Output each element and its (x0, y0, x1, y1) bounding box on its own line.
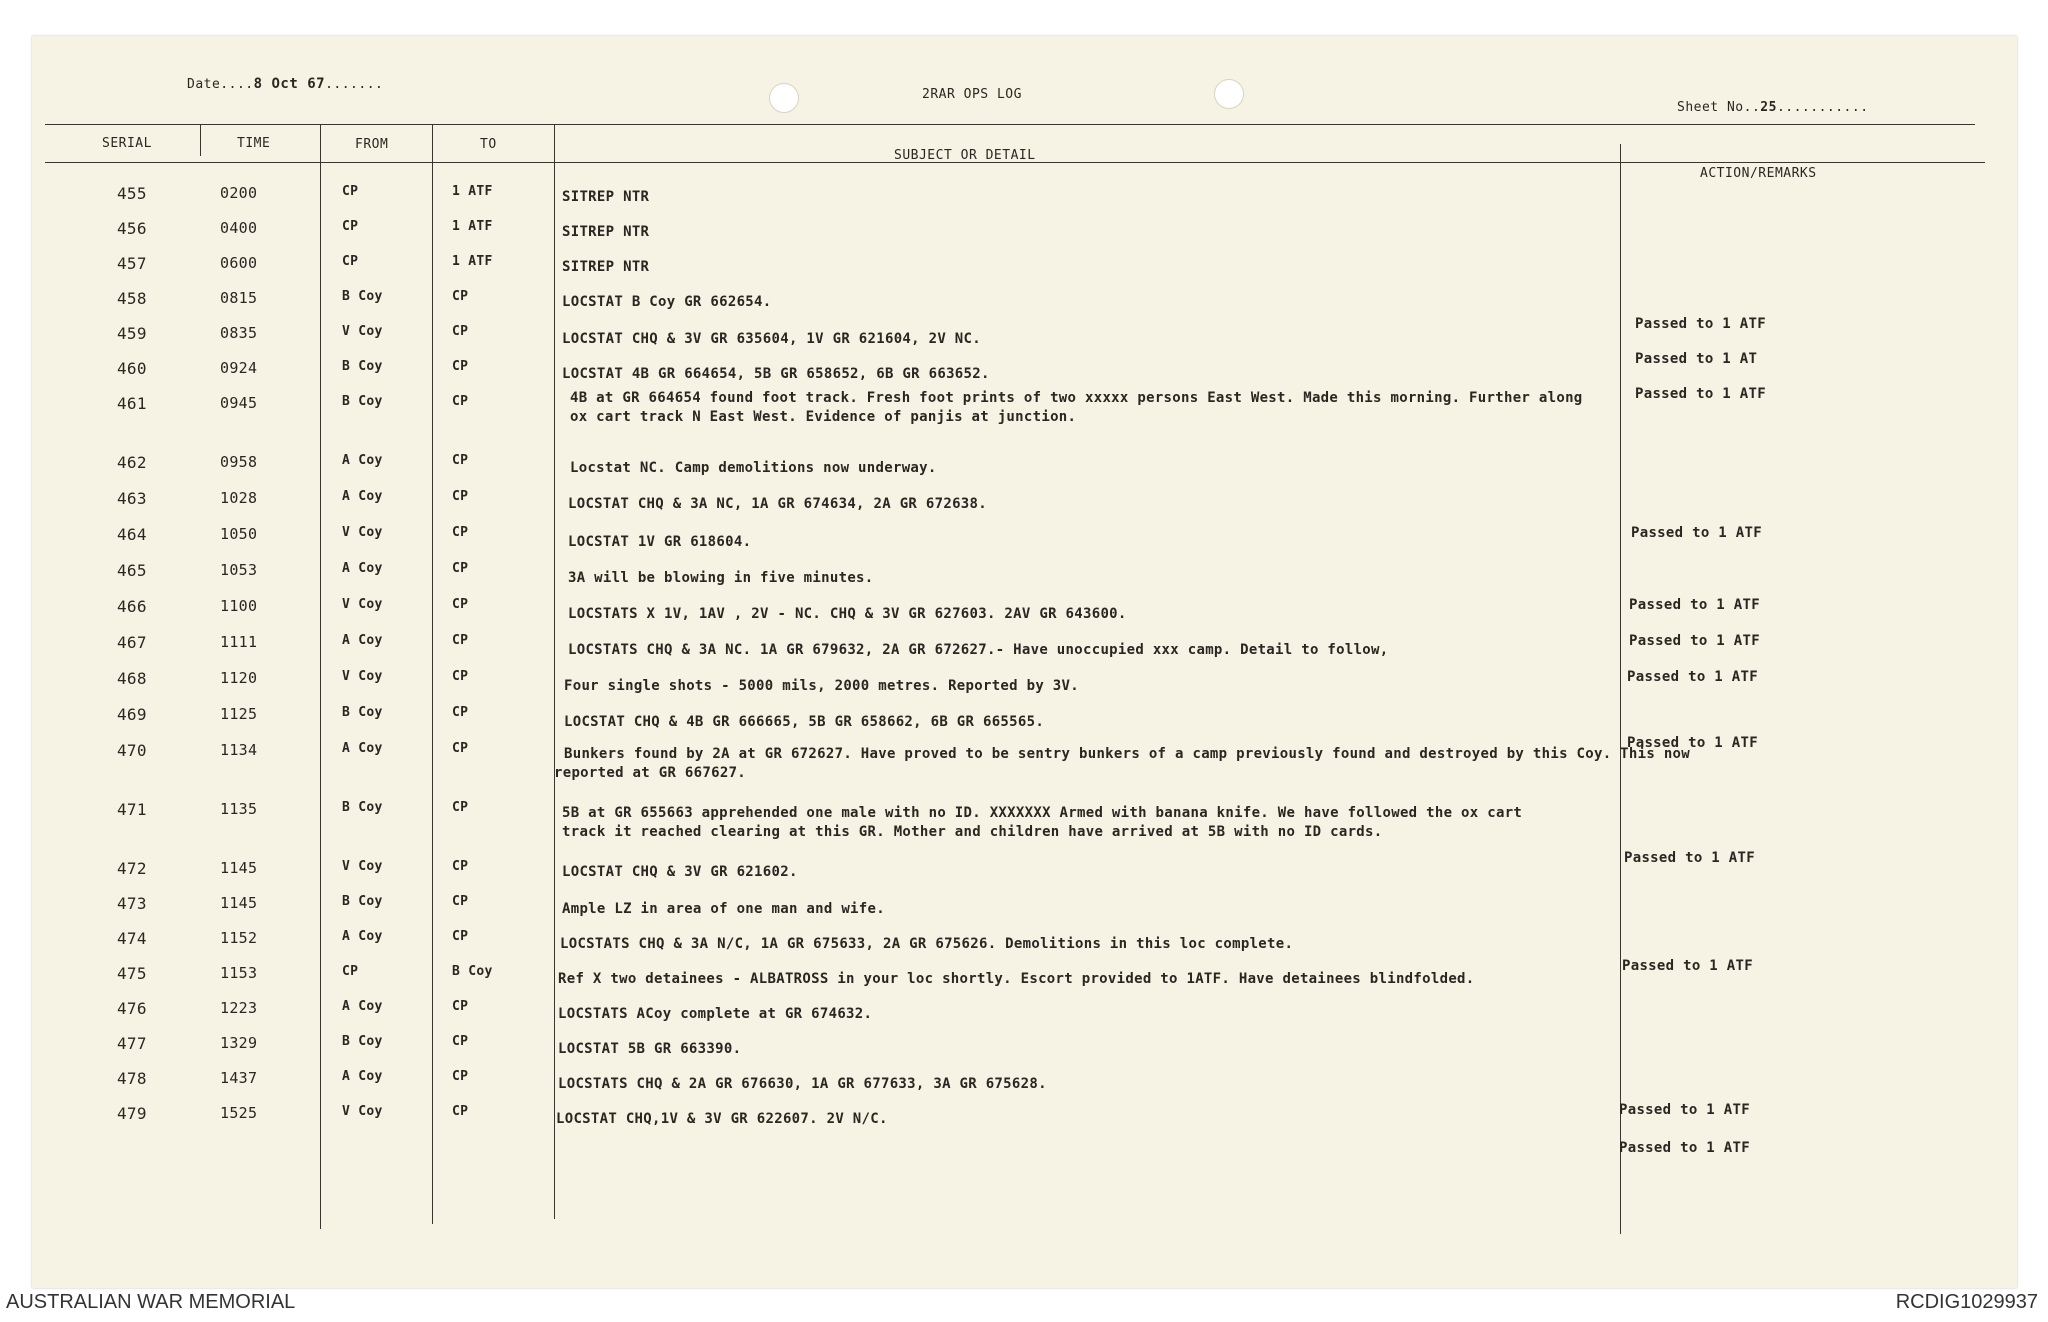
from-cell: V Coy (342, 597, 383, 612)
table-row (32, 999, 2017, 1033)
from-cell: CP (342, 964, 359, 979)
time-cell: 0835 (220, 324, 258, 342)
punch-hole-right (1214, 79, 1244, 109)
serial-cell: 457 (117, 254, 147, 273)
to-cell: CP (452, 525, 469, 540)
serial-cell: 461 (117, 394, 147, 413)
time-cell: 1100 (220, 597, 258, 615)
serial-cell: 477 (117, 1034, 147, 1053)
table-row (32, 254, 2017, 288)
time-cell: 0958 (220, 453, 258, 471)
table-row (32, 489, 2017, 523)
action-cell: Passed to 1 ATF (1627, 735, 1758, 751)
from-cell: V Coy (342, 1104, 383, 1119)
action-cell: Passed to 1 ATF (1635, 386, 1766, 402)
serial-cell: 465 (117, 561, 147, 580)
detail-cell: LOCSTAT CHQ & 3A NC, 1A GR 674634, 2A GR 672638. (568, 496, 987, 512)
time-cell: 1223 (220, 999, 258, 1017)
time-cell: 1125 (220, 705, 258, 723)
table-row (32, 184, 2017, 218)
serial-cell: 459 (117, 324, 147, 343)
time-cell: 1111 (220, 633, 258, 651)
date-field (187, 76, 383, 92)
detail-cell (570, 389, 1583, 427)
from-cell: B Coy (342, 705, 383, 720)
serial-cell: 474 (117, 929, 147, 948)
detail-cell: LOCSTAT B Coy GR 662654. (562, 294, 772, 310)
time-cell: 1152 (220, 929, 258, 947)
serial-cell: 469 (117, 705, 147, 724)
table-row (32, 453, 2017, 487)
time-cell: 1525 (220, 1104, 258, 1122)
from-cell: CP (342, 184, 359, 199)
time-cell: 1437 (220, 1069, 258, 1087)
table-row (32, 597, 2017, 631)
to-cell: CP (452, 289, 469, 304)
to-cell: CP (452, 633, 469, 648)
to-cell: CP (452, 741, 469, 756)
to-cell: CP (452, 859, 469, 874)
to-cell: CP (452, 800, 469, 815)
time-cell: 0400 (220, 219, 258, 237)
to-cell: CP (452, 669, 469, 684)
date-dots: ....... (325, 77, 384, 92)
from-cell: A Coy (342, 1069, 383, 1084)
table-row (32, 1069, 2017, 1103)
action-cell: Passed to 1 ATF (1631, 525, 1762, 541)
table-row (32, 669, 2017, 703)
detail-cell: LOCSTAT CHQ & 3V GR 635604, 1V GR 621604, 2V NC. (562, 331, 981, 347)
time-cell: 1050 (220, 525, 258, 543)
detail-line-1: 5B at GR 655663 apprehended one male with no ID. XXXXXXX Armed with banana knife. We have followed the ox cart (562, 805, 1523, 821)
detail-cell: Four single shots - 5000 mils, 2000 metres. Reported by 3V. (564, 678, 1079, 694)
table-row (32, 386, 2017, 428)
sheet-dots: ........... (1776, 100, 1869, 115)
serial-cell: 464 (117, 525, 147, 544)
action-cell: Passed to 1 ATF (1629, 633, 1760, 649)
action-cell: Passed to 1 AT (1635, 351, 1758, 367)
to-cell: CP (452, 929, 469, 944)
detail-cell: LOCSTATS X 1V, 1AV , 2V - NC. CHQ & 3V GR 627603. 2AV GR 643600. (568, 606, 1127, 622)
detail-cell: Ref X two detainees - ALBATROSS in your loc shortly. Escort provided to 1ATF. Have detainees blindfolded. (558, 971, 1475, 987)
serial-cell: 476 (117, 999, 147, 1018)
sheet-label: Sheet No.. (1677, 100, 1761, 115)
to-cell: CP (452, 597, 469, 612)
table-row (32, 894, 2017, 928)
col-header-from: FROM (355, 137, 389, 152)
from-cell: V Coy (342, 669, 383, 684)
serial-cell: 468 (117, 669, 147, 688)
detail-cell: LOCSTAT 5B GR 663390. (558, 1041, 742, 1057)
detail-cell: LOCSTATS CHQ & 2A GR 676630, 1A GR 677633, 3A GR 675628. (558, 1076, 1047, 1092)
to-cell: CP (452, 453, 469, 468)
to-cell: 1 ATF (452, 219, 493, 234)
date-value: 8 Oct 67 (253, 76, 326, 92)
detail-cell: LOCSTATS CHQ & 3A N/C, 1A GR 675633, 2A GR 675626. Demolitions in this loc complete. (560, 936, 1294, 952)
serial-cell: 466 (117, 597, 147, 616)
from-cell: B Coy (342, 800, 383, 815)
to-cell: 1 ATF (452, 254, 493, 269)
serial-cell: 462 (117, 453, 147, 472)
time-cell: 1329 (220, 1034, 258, 1052)
to-cell: CP (452, 1069, 469, 1084)
serial-cell: 456 (117, 219, 147, 238)
detail-cell (554, 745, 1690, 783)
table-row (32, 735, 2017, 781)
from-cell: CP (342, 219, 359, 234)
table-row (32, 1104, 2017, 1138)
detail-cell: 3A will be blowing in five minutes. (568, 570, 874, 586)
serial-cell: 455 (117, 184, 147, 203)
serial-cell: 467 (117, 633, 147, 652)
from-cell: CP (342, 254, 359, 269)
from-cell: V Coy (342, 324, 383, 339)
from-cell: B Coy (342, 394, 383, 409)
to-cell: CP (452, 394, 469, 409)
detail-cell: LOCSTATS ACoy complete at GR 674632. (558, 1006, 873, 1022)
time-cell: 1028 (220, 489, 258, 507)
action-cell: Passed to 1 ATF (1635, 316, 1766, 332)
serial-cell: 460 (117, 359, 147, 378)
from-cell: A Coy (342, 561, 383, 576)
to-cell: CP (452, 489, 469, 504)
table-row (32, 1140, 2017, 1174)
sheet-value: 25 (1760, 100, 1777, 115)
detail-line-2: ox cart track N East West. Evidence of panjis at junction. (570, 409, 1077, 425)
serial-cell: 470 (117, 741, 147, 760)
from-cell: A Coy (342, 929, 383, 944)
time-cell: 1134 (220, 741, 258, 759)
detail-line-1: Bunkers found by 2A at GR 672627. Have proved to be sentry bunkers of a camp previously found and destroyed by this Coy. This now (564, 746, 1691, 762)
from-cell: A Coy (342, 999, 383, 1014)
detail-cell: LOCSTAT CHQ & 4B GR 666665, 5B GR 658662, 6B GR 665565. (564, 714, 1045, 730)
table-row (32, 1034, 2017, 1068)
time-cell: 0815 (220, 289, 258, 307)
from-cell: A Coy (342, 453, 383, 468)
col-header-serial: SERIAL (102, 136, 152, 151)
time-cell: 0945 (220, 394, 258, 412)
col-header-detail: SUBJECT OR DETAIL (894, 148, 1036, 163)
action-cell: Passed to 1 ATF (1619, 1140, 1750, 1156)
serial-cell: 478 (117, 1069, 147, 1088)
from-cell: B Coy (342, 1034, 383, 1049)
from-cell: B Coy (342, 289, 383, 304)
col-header-to: TO (480, 137, 497, 152)
log-title: 2RAR OPS LOG (922, 87, 1022, 102)
time-cell: 1053 (220, 561, 258, 579)
to-cell: CP (452, 1034, 469, 1049)
table-row (32, 633, 2017, 667)
detail-cell (562, 804, 1522, 842)
table-row (32, 219, 2017, 253)
detail-cell: LOCSTAT CHQ & 3V GR 621602. (562, 864, 798, 880)
to-cell: CP (452, 1104, 469, 1119)
detail-cell: LOCSTAT 1V GR 618604. (568, 534, 752, 550)
to-cell: B Coy (452, 964, 493, 979)
serial-cell: 471 (117, 800, 147, 819)
detail-cell: LOCSTAT CHQ,1V & 3V GR 622607. 2V N/C. (556, 1111, 888, 1127)
table-row (32, 561, 2017, 595)
serial-cell: 463 (117, 489, 147, 508)
sheet-number-field (1677, 100, 1869, 115)
from-cell: B Coy (342, 359, 383, 374)
serial-cell: 472 (117, 859, 147, 878)
header-top-rule (45, 124, 1975, 125)
time-cell: 0924 (220, 359, 258, 377)
time-cell: 0600 (220, 254, 258, 272)
serial-cell: 475 (117, 964, 147, 983)
time-cell: 1145 (220, 894, 258, 912)
detail-line-1: 4B at GR 664654 found foot track. Fresh foot prints of two xxxxx persons East West. Made this morning. Further along (570, 390, 1583, 406)
serial-cell: 473 (117, 894, 147, 913)
table-row (32, 958, 2017, 998)
table-row (32, 525, 2017, 559)
from-cell: V Coy (342, 859, 383, 874)
detail-cell: Ample LZ in area of one man and wife. (562, 901, 885, 917)
time-cell: 1145 (220, 859, 258, 877)
action-cell: Passed to 1 ATF (1619, 1102, 1750, 1118)
to-cell: CP (452, 359, 469, 374)
action-cell: Passed to 1 ATF (1622, 958, 1753, 974)
from-cell: V Coy (342, 525, 383, 540)
detail-line-2: reported at GR 667627. (554, 765, 747, 781)
from-cell: A Coy (342, 633, 383, 648)
to-cell: CP (452, 561, 469, 576)
table-row (32, 850, 2017, 893)
from-cell: A Coy (342, 489, 383, 504)
footer-archive-name: AUSTRALIAN WAR MEMORIAL (6, 1291, 296, 1313)
to-cell: CP (452, 999, 469, 1014)
detail-cell: SITREP NTR (562, 189, 650, 205)
time-cell: 0200 (220, 184, 258, 202)
to-cell: CP (452, 324, 469, 339)
to-cell: 1 ATF (452, 184, 493, 199)
detail-cell: Locstat NC. Camp demolitions now underway. (570, 460, 937, 476)
action-cell: Passed to 1 ATF (1624, 850, 1755, 866)
table-row (32, 705, 2017, 739)
detail-cell: LOCSTATS CHQ & 3A NC. 1A GR 679632, 2A GR 672627.- Have unoccupied xxx camp. Detail to follow, (568, 642, 1389, 658)
action-cell: Passed to 1 ATF (1627, 669, 1758, 685)
date-label: Date.... (187, 77, 254, 92)
detail-cell: SITREP NTR (562, 259, 650, 275)
from-cell: A Coy (342, 741, 383, 756)
serial-cell: 479 (117, 1104, 147, 1123)
col-header-action: ACTION/REMARKS (1700, 166, 1817, 181)
time-cell: 1153 (220, 964, 258, 982)
detail-cell: SITREP NTR (562, 224, 650, 240)
log-sheet (32, 36, 2017, 1288)
time-cell: 1120 (220, 669, 258, 687)
time-cell: 1135 (220, 800, 258, 818)
serial-cell: 458 (117, 289, 147, 308)
footer-record-id: RCDIG1029937 (1895, 1291, 2038, 1313)
col-header-time: TIME (237, 136, 271, 151)
table-row (32, 800, 2017, 840)
punch-hole-left (769, 83, 799, 113)
col-divider-serial (200, 124, 201, 156)
from-cell: B Coy (342, 894, 383, 909)
action-cell: Passed to 1 ATF (1629, 597, 1760, 613)
detail-line-2: track it reached clearing at this GR. Mother and children have arrived at 5B with no ID cards. (562, 824, 1383, 840)
detail-cell: LOCSTAT 4B GR 664654, 5B GR 658652, 6B GR 663652. (562, 366, 990, 382)
to-cell: CP (452, 894, 469, 909)
to-cell: CP (452, 705, 469, 720)
